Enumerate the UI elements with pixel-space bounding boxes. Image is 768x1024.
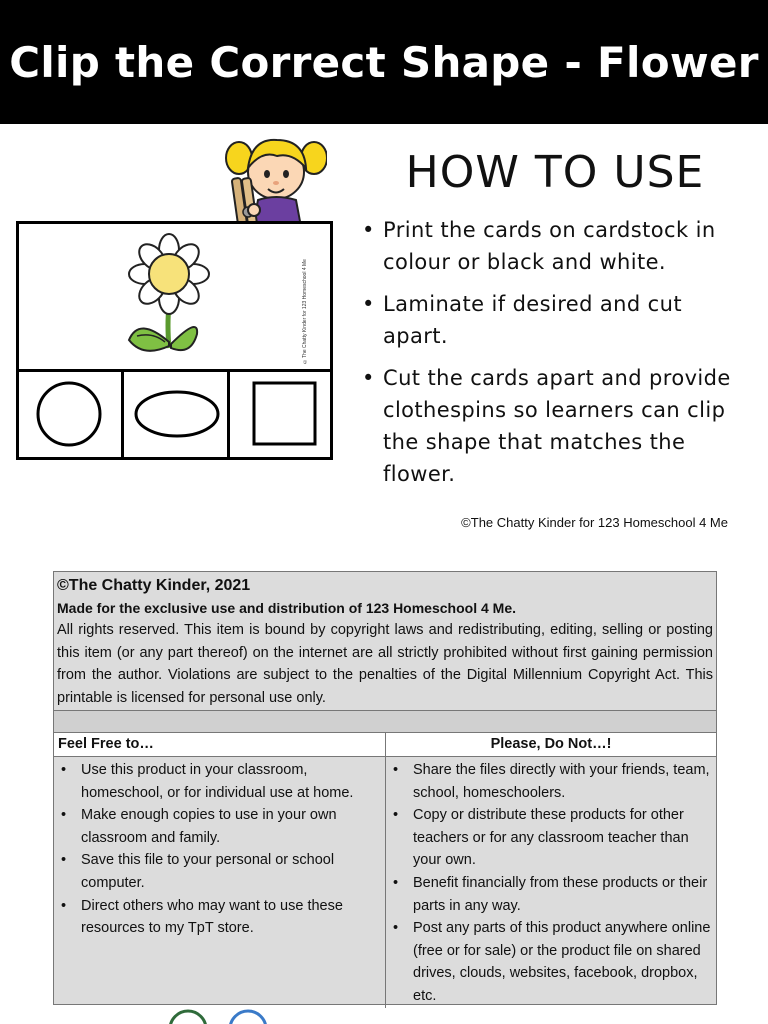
list-item: • Use this product in your classroom, homeschool, or for individual use at home. bbox=[58, 759, 381, 804]
list-item: • Benefit financially from these products or their parts in any way. bbox=[390, 872, 712, 917]
bullet-icon: • bbox=[362, 218, 375, 242]
page-header bbox=[0, 0, 768, 124]
list-item: • Share the files directly with your friends, team, school, homeschoolers. bbox=[390, 759, 712, 804]
how-to-use-heading: HOW TO USE bbox=[405, 147, 705, 198]
do-not-heading: Please, Do Not…! bbox=[386, 733, 716, 757]
bullet-icon: • bbox=[61, 762, 67, 778]
bullet-icon: • bbox=[393, 807, 399, 824]
made-for-notice: Made for the exclusive use and distribution of 123 Homeschool 4 Me. bbox=[57, 600, 516, 616]
terms-intro bbox=[54, 572, 716, 711]
list-item: • Save this file to your personal or school computer. bbox=[58, 849, 381, 894]
list-item: • Copy or distribute these products for other teachers or for any classroom teacher than your own. bbox=[390, 804, 712, 872]
bullet-icon: • bbox=[393, 762, 399, 778]
bullet-icon: • bbox=[393, 874, 399, 891]
bullet-icon: • bbox=[61, 897, 67, 914]
how-to-use-steps bbox=[362, 214, 752, 500]
list-item: • Laminate if desired and cut apart. bbox=[362, 288, 752, 352]
copyright-notice: ©The Chatty Kinder, 2021 bbox=[57, 577, 251, 594]
bullet-icon: • bbox=[61, 807, 67, 824]
table-spacer-row bbox=[54, 711, 716, 733]
feel-free-heading: Feel Free to… bbox=[54, 733, 385, 757]
credit-badges bbox=[55, 1009, 295, 1024]
list-item: • Make enough copies to use in your own classroom and family. bbox=[58, 804, 381, 849]
list-item: • Cut the cards apart and provide clothespins so learners can clip the shape that matches the flower. bbox=[362, 362, 752, 490]
page-title: Clip the Correct Shape - Flower bbox=[9, 37, 759, 87]
shape-option-oval bbox=[124, 372, 227, 457]
flower-image bbox=[19, 224, 330, 369]
list-item: • Print the cards on cardstock in colour or black and white. bbox=[362, 214, 752, 278]
bullet-icon: • bbox=[362, 292, 375, 316]
clipart-credit-badge-icon bbox=[170, 1011, 206, 1024]
bullet-icon: • bbox=[61, 852, 67, 869]
feel-free-column bbox=[54, 733, 385, 1008]
rights-statement: All rights reserved. This item is bound by copyright laws and redistributing, editing, selling or posting this item (or any part thereof) on the internet are all strictly prohibited without first gaining permission from the author. Violations are subject to the penalties of the Digital Millennium Copyright Act. This printable is licensed for personal use only. bbox=[57, 622, 713, 706]
card-credit: ©The Chatty Kinder for 123 Homeschool 4 Me bbox=[302, 259, 308, 364]
do-not-column bbox=[385, 733, 716, 1008]
flower-picture-area bbox=[19, 224, 330, 369]
font-credit-badge-icon bbox=[230, 1011, 266, 1024]
shape-option-circle bbox=[19, 372, 121, 457]
terms-of-use-table bbox=[53, 571, 717, 1005]
shape-option-square bbox=[230, 372, 330, 457]
sample-clip-card bbox=[16, 221, 333, 460]
credit-line: ©The Chatty Kinder for 123 Homeschool 4 Me bbox=[461, 515, 728, 530]
list-item: • Direct others who may want to use these resources to my TpT store. bbox=[58, 895, 381, 940]
list-item: • Post any parts of this product anywhere online (free or for sale) or the product file on shared drives, clouds, websites, facebook, dropbox, etc. bbox=[390, 917, 712, 1007]
bullet-icon: • bbox=[393, 920, 399, 937]
bullet-icon: • bbox=[362, 366, 375, 390]
